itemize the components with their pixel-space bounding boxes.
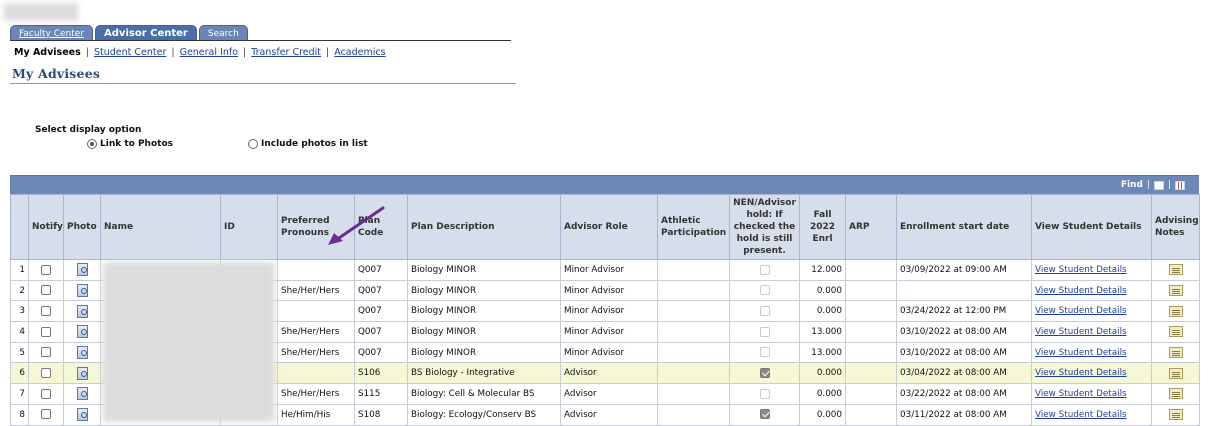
enrollment-start-cell: 03/10/2022 at 08:00 AM	[897, 322, 1032, 343]
notify-checkbox[interactable]	[41, 409, 51, 419]
blurred-logo	[4, 3, 78, 21]
radio-button-checked[interactable]	[87, 139, 97, 149]
notify-cell	[29, 342, 64, 363]
tab-faculty-center[interactable]: Faculty Center	[10, 25, 93, 41]
tab-search[interactable]: Search	[199, 25, 248, 41]
col-advising-notes[interactable]: Advising Notes	[1152, 195, 1200, 260]
photo-icon[interactable]	[77, 367, 88, 380]
notify-checkbox[interactable]	[41, 285, 51, 295]
hold-cell	[730, 384, 800, 405]
plan-code-cell: Q007	[355, 260, 408, 281]
display-option-label: Select display option	[35, 125, 142, 135]
advising-notes-icon[interactable]	[1169, 409, 1183, 420]
advising-notes-icon[interactable]	[1169, 306, 1183, 317]
arp-cell	[846, 363, 897, 384]
col-fall-enrl[interactable]: Fall 2022 Enrl	[800, 195, 846, 260]
row-number: 3	[11, 301, 29, 322]
photo-cell	[64, 301, 101, 322]
athletic-cell	[658, 404, 730, 425]
advisor-role-cell: Advisor	[561, 363, 658, 384]
notify-checkbox[interactable]	[41, 306, 51, 316]
fall-enrl-cell: 0.000	[800, 363, 846, 384]
advisor-role-cell: Minor Advisor	[561, 301, 658, 322]
pronouns-cell: She/Her/Hers	[278, 384, 355, 405]
col-photo: Photo	[64, 195, 101, 260]
photo-icon[interactable]	[77, 325, 88, 338]
pronouns-cell	[278, 301, 355, 322]
tab-advisor-center[interactable]: Advisor Center	[95, 25, 197, 41]
notify-checkbox[interactable]	[41, 389, 51, 399]
fall-enrl-cell: 0.000	[800, 404, 846, 425]
photo-cell	[64, 322, 101, 343]
row-number: 6	[11, 363, 29, 384]
enrollment-start-cell	[897, 280, 1032, 301]
advisor-role-cell: Advisor	[561, 404, 658, 425]
hold-cell	[730, 404, 800, 425]
arp-cell	[846, 280, 897, 301]
photo-cell	[64, 260, 101, 281]
notify-cell	[29, 301, 64, 322]
grid-view-icon[interactable]	[1175, 181, 1185, 190]
view-details-cell	[1032, 384, 1152, 405]
sub-navigation: My Advisees | Student Center | General Info | Transfer Credit | Academics	[14, 47, 386, 58]
advising-notes-icon[interactable]	[1169, 388, 1183, 399]
col-notify: Notify	[29, 195, 64, 260]
find-link[interactable]: Find	[1120, 180, 1143, 190]
hold-checkbox	[760, 285, 770, 295]
photo-icon[interactable]	[77, 387, 88, 400]
photo-icon[interactable]	[77, 284, 88, 297]
fall-enrl-cell: 0.000	[800, 384, 846, 405]
view-student-details-link[interactable]: View Student Details	[1035, 326, 1127, 337]
advising-notes-cell	[1152, 322, 1200, 343]
row-number: 1	[11, 260, 29, 281]
notify-cell	[29, 384, 64, 405]
advising-notes-icon[interactable]	[1169, 264, 1183, 275]
advising-notes-cell	[1152, 260, 1200, 281]
enrollment-start-cell: 03/22/2022 at 08:00 AM	[897, 384, 1032, 405]
advising-notes-icon[interactable]	[1169, 285, 1183, 296]
arp-cell	[846, 342, 897, 363]
enrollment-start-cell: 03/11/2022 at 08:00 AM	[897, 404, 1032, 425]
plan-description-cell: Biology MINOR	[408, 342, 561, 363]
hold-checkbox	[760, 368, 770, 378]
col-name[interactable]: Name	[101, 195, 221, 260]
athletic-cell	[658, 280, 730, 301]
col-advisor-role[interactable]: Advisor Role	[561, 195, 658, 260]
title-divider	[10, 83, 516, 84]
athletic-cell	[658, 322, 730, 343]
plan-description-cell: Biology MINOR	[408, 260, 561, 281]
advisor-role-cell: Minor Advisor	[561, 322, 658, 343]
plan-description-cell: Biology: Cell & Molecular BS	[408, 384, 561, 405]
col-row-number	[11, 195, 29, 260]
row-number: 8	[11, 404, 29, 425]
pronouns-cell	[278, 363, 355, 384]
enrollment-start-cell: 03/09/2022 at 09:00 AM	[897, 260, 1032, 281]
plan-description-cell: Biology MINOR	[408, 280, 561, 301]
annotation-arrow-icon	[326, 203, 388, 247]
view-student-details-link[interactable]: View Student Details	[1035, 409, 1127, 420]
hold-checkbox	[760, 389, 770, 399]
hold-checkbox	[760, 306, 770, 316]
subnav-transfer-credit[interactable]: Transfer Credit	[251, 47, 322, 58]
advising-notes-cell	[1152, 280, 1200, 301]
col-view-details[interactable]: View Student Details	[1032, 195, 1152, 260]
col-nen-hold[interactable]: NEN/Advisor hold: If checked the hold is still present.	[730, 195, 800, 260]
arp-cell	[846, 322, 897, 343]
fall-enrl-cell: 13.000	[800, 322, 846, 343]
advising-notes-cell	[1152, 342, 1200, 363]
hold-cell	[730, 342, 800, 363]
radio-label: Link to Photos	[100, 139, 173, 149]
pronouns-cell: She/Her/Hers	[278, 280, 355, 301]
hold-cell	[730, 322, 800, 343]
enrollment-start-cell: 03/10/2022 at 08:00 AM	[897, 342, 1032, 363]
hold-checkbox	[760, 327, 770, 337]
advisor-role-cell: Advisor	[561, 384, 658, 405]
col-athletic[interactable]: Athletic Participation	[658, 195, 730, 260]
athletic-cell	[658, 342, 730, 363]
photo-icon[interactable]	[77, 305, 88, 318]
advisor-role-cell: Minor Advisor	[561, 260, 658, 281]
notify-cell	[29, 322, 64, 343]
pronouns-cell	[278, 260, 355, 281]
grid-toolbar: Find | |	[10, 175, 1199, 194]
advising-notes-icon[interactable]	[1169, 326, 1183, 337]
advising-notes-icon[interactable]	[1169, 347, 1183, 358]
advisor-role-cell: Minor Advisor	[561, 342, 658, 363]
plan-description-cell: Biology MINOR	[408, 322, 561, 343]
photo-cell	[64, 342, 101, 363]
notify-cell	[29, 363, 64, 384]
radio-label: Include photos in list	[261, 139, 368, 149]
hold-checkbox	[760, 265, 770, 275]
advising-notes-icon[interactable]	[1169, 368, 1183, 379]
radio-include-photos[interactable]	[248, 139, 368, 149]
arp-cell	[846, 260, 897, 281]
col-enrollment-start[interactable]: Enrollment start date	[897, 195, 1032, 260]
hold-cell	[730, 260, 800, 281]
view-student-details-link[interactable]: View Student Details	[1035, 306, 1127, 317]
advising-notes-cell	[1152, 301, 1200, 322]
subnav-my-advisees: My Advisees	[14, 47, 81, 58]
row-number: 7	[11, 384, 29, 405]
view-details-cell	[1032, 260, 1152, 281]
photo-cell	[64, 384, 101, 405]
col-plan-code[interactable]: Plan Code	[355, 195, 408, 260]
notify-cell	[29, 404, 64, 425]
view-student-details-link[interactable]: View Student Details	[1035, 264, 1127, 275]
plan-code-cell: Q007	[355, 280, 408, 301]
col-pronouns[interactable]: Preferred Pronouns	[278, 195, 355, 260]
notify-cell	[29, 260, 64, 281]
plan-description-cell: BS Biology - Integrative	[408, 363, 561, 384]
advising-notes-cell	[1152, 384, 1200, 405]
advising-notes-cell	[1152, 363, 1200, 384]
center-tabs	[10, 25, 250, 41]
hold-cell	[730, 363, 800, 384]
view-details-cell	[1032, 322, 1152, 343]
photo-cell	[64, 280, 101, 301]
enrollment-start-cell: 03/24/2022 at 12:00 PM	[897, 301, 1032, 322]
subnav-general-info[interactable]: General Info	[179, 47, 239, 58]
row-number: 5	[11, 342, 29, 363]
view-student-details-link[interactable]: View Student Details	[1035, 347, 1127, 358]
fall-enrl-cell: 0.000	[800, 301, 846, 322]
hold-cell	[730, 280, 800, 301]
athletic-cell	[658, 301, 730, 322]
radio-link-to-photos[interactable]	[87, 139, 173, 149]
athletic-cell	[658, 260, 730, 281]
arp-cell	[846, 301, 897, 322]
arp-cell	[846, 384, 897, 405]
plan-description-cell: Biology MINOR	[408, 301, 561, 322]
row-number: 4	[11, 322, 29, 343]
notify-checkbox[interactable]	[41, 327, 51, 337]
hold-cell	[730, 301, 800, 322]
arp-cell	[846, 404, 897, 425]
photo-icon[interactable]	[77, 346, 88, 359]
download-icon[interactable]	[1154, 181, 1164, 190]
view-details-cell	[1032, 342, 1152, 363]
pronouns-cell: He/Him/His	[278, 404, 355, 425]
view-student-details-link[interactable]: View Student Details	[1035, 388, 1127, 399]
athletic-cell	[658, 363, 730, 384]
plan-code-cell: S106	[355, 363, 408, 384]
photo-cell	[64, 404, 101, 425]
enrollment-start-cell: 03/04/2022 at 08:00 AM	[897, 363, 1032, 384]
view-details-cell	[1032, 280, 1152, 301]
plan-code-cell: Q007	[355, 342, 408, 363]
photo-cell	[64, 363, 101, 384]
hold-checkbox	[760, 347, 770, 357]
fall-enrl-cell: 13.000	[800, 342, 846, 363]
photo-icon[interactable]	[77, 263, 88, 276]
athletic-cell	[658, 384, 730, 405]
plan-code-cell: Q007	[355, 322, 408, 343]
view-details-cell	[1032, 363, 1152, 384]
col-plan-description[interactable]: Plan Description	[408, 195, 561, 260]
photo-icon[interactable]	[77, 408, 88, 421]
view-details-cell	[1032, 301, 1152, 322]
fall-enrl-cell: 12.000	[800, 260, 846, 281]
col-id[interactable]: ID	[221, 195, 278, 260]
hold-checkbox	[760, 409, 770, 419]
tabs-divider	[10, 40, 511, 41]
notify-checkbox[interactable]	[41, 368, 51, 378]
page-title: My Advisees	[12, 66, 101, 81]
view-student-details-link[interactable]: View Student Details	[1035, 368, 1127, 379]
plan-code-cell: S115	[355, 384, 408, 405]
pronouns-cell: She/Her/Hers	[278, 322, 355, 343]
notify-checkbox[interactable]	[41, 347, 51, 357]
plan-description-cell: Biology: Ecology/Conserv BS	[408, 404, 561, 425]
pronouns-cell: She/Her/Hers	[278, 342, 355, 363]
notify-cell	[29, 280, 64, 301]
plan-code-cell: S108	[355, 404, 408, 425]
fall-enrl-cell: 0.000	[800, 280, 846, 301]
view-details-cell	[1032, 404, 1152, 425]
notify-checkbox[interactable]	[41, 265, 51, 275]
advisor-role-cell: Minor Advisor	[561, 280, 658, 301]
advising-notes-cell	[1152, 404, 1200, 425]
radio-button[interactable]	[248, 139, 258, 149]
subnav-student-center[interactable]: Student Center	[93, 47, 167, 58]
row-number: 2	[11, 280, 29, 301]
subnav-academics[interactable]: Academics	[334, 47, 386, 58]
blurred-names	[103, 262, 275, 422]
col-arp[interactable]: ARP	[846, 195, 897, 260]
view-student-details-link[interactable]: View Student Details	[1035, 285, 1127, 296]
plan-code-cell: Q007	[355, 301, 408, 322]
